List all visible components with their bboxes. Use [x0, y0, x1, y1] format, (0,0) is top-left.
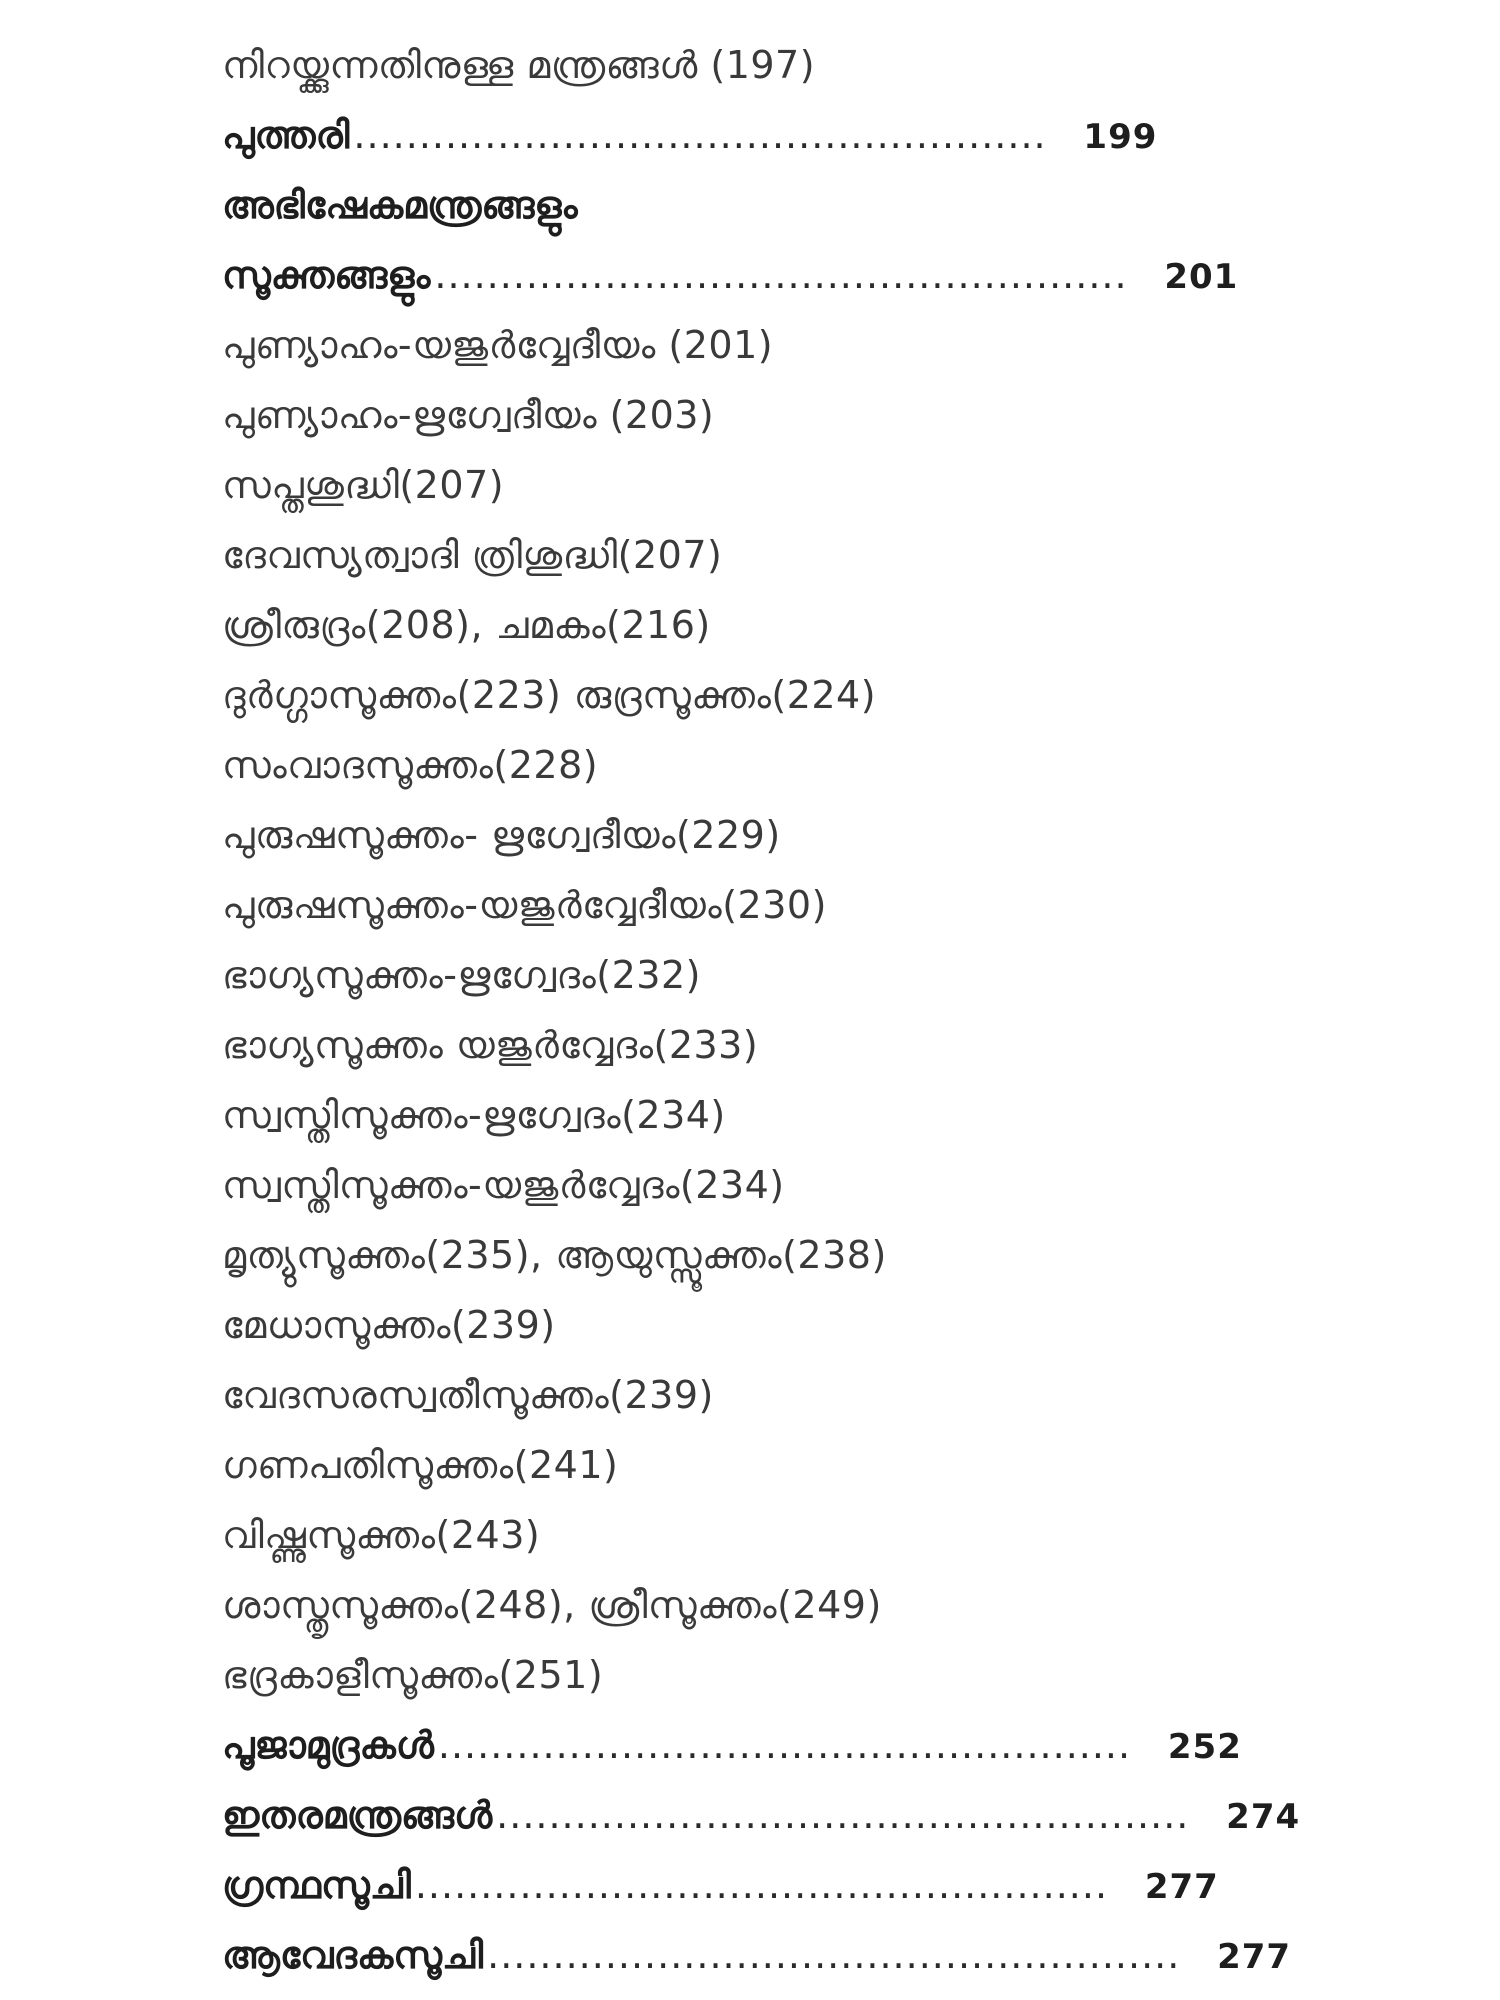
toc-page-number: 277 — [1217, 1937, 1292, 1977]
toc-chapter-entry — [222, 1850, 1332, 1920]
toc-subentry — [222, 730, 1332, 800]
dot-leader — [353, 100, 1043, 170]
toc-entry-title: മൃത്യുസൂക്തം(235), ആയുസ്സൂക്തം(238) — [222, 1233, 887, 1277]
toc-page-number: 252 — [1167, 1727, 1242, 1767]
toc-entry-title: സ്വസ്തിസൂക്തം-യജുർവ്വേദം(234) — [222, 1163, 785, 1207]
toc-subentry — [222, 450, 1332, 520]
toc-subentry — [222, 940, 1332, 1010]
toc-entry-title: സംവാദസൂക്തം(228) — [222, 743, 599, 787]
toc-subentry — [222, 1150, 1332, 1220]
toc-entry-title: ഭാഗ്യസൂക്തം-ഋഗ്വേദം(232) — [222, 953, 701, 997]
toc-entry-title: സൂക്തങ്ങളും — [222, 253, 431, 297]
toc-entry-title: സ്വസ്തിസൂക്തം-ഋഗ്വേദം(234) — [222, 1093, 726, 1137]
toc-subentry — [222, 1360, 1332, 1430]
toc-chapter-entry — [222, 100, 1332, 170]
toc-subentry — [222, 30, 1332, 100]
toc-chapter-entry — [222, 1780, 1332, 1850]
dot-leader — [496, 1780, 1186, 1850]
toc-subentry — [222, 380, 1332, 450]
toc-entry-title: ശാസ്തൃസൂക്തം(248), ശ്രീസൂക്തം(249) — [222, 1583, 882, 1627]
toc-subentry — [222, 870, 1332, 940]
toc-entry-title: ഭാഗ്യസൂക്തം യജുർവ്വേദം(233) — [222, 1023, 759, 1067]
toc-subentry — [222, 590, 1332, 660]
toc-entry-title: പുരുഷസൂക്തം- ഋഗ്വേദീയം(229) — [222, 813, 781, 857]
dot-leader — [415, 1850, 1105, 1920]
toc-subentry — [222, 1080, 1332, 1150]
toc-entry-title: ഇതരമന്ത്രങ്ങൾ — [222, 1793, 493, 1837]
toc-entry-title: അഭിഷേകമന്ത്രങ്ങളും — [222, 183, 578, 227]
toc-subentry — [222, 520, 1332, 590]
toc-entry-title: വേദസരസ്വതീസൂക്തം(239) — [222, 1373, 714, 1417]
toc-entry-title: പുരുഷസൂക്തം-യജുർവ്വേദീയം(230) — [222, 883, 827, 927]
toc-chapter-entry — [222, 170, 1332, 240]
toc-chapter-entry — [222, 240, 1332, 310]
toc-entry-title: ദുർഗ്ഗാസൂക്തം(223) രുദ്രസൂക്തം(224) — [222, 673, 877, 717]
dot-leader — [487, 1920, 1177, 1990]
dot-leader — [438, 1710, 1128, 1780]
toc-entry-title: പുണ്യാഹം-യജുർവ്വേദീയം (201) — [222, 323, 774, 367]
toc-entry-title: പുത്തരി — [222, 113, 350, 157]
toc-subentry — [222, 1640, 1332, 1710]
toc-subentry — [222, 1010, 1332, 1080]
toc-chapter-entry — [222, 1710, 1332, 1780]
toc-subentry — [222, 660, 1332, 730]
toc-subentry — [222, 310, 1332, 380]
toc-subentry — [222, 1430, 1332, 1500]
toc-subentry — [222, 1570, 1332, 1640]
toc-entry-title: പൂജാമുദ്രകൾ — [222, 1723, 434, 1767]
toc-entry-title: നിറയ്ക്കുന്നതിനുള്ള മന്ത്രങ്ങൾ (197) — [222, 43, 816, 87]
toc-page-number: 199 — [1083, 117, 1158, 157]
toc-entry-title: മേധാസൂക്തം(239) — [222, 1303, 556, 1347]
toc-entry-title: സപ്തശുദ്ധി(207) — [222, 463, 505, 507]
toc-entry-title: ശ്രീരുദ്രം(208), ചമകം(216) — [222, 603, 711, 647]
toc-entry-title: ഗണപതിസൂക്തം(241) — [222, 1443, 619, 1487]
toc-entry-title: ഗ്രന്ഥസൂചി — [222, 1863, 411, 1907]
toc-subentry — [222, 800, 1332, 870]
toc-entry-title: പുണ്യാഹം-ഋഗ്വേദീയം (203) — [222, 393, 715, 437]
toc-page-number: 277 — [1144, 1867, 1219, 1907]
toc-subentry — [222, 1500, 1332, 1570]
toc-chapter-entry — [222, 1920, 1332, 1990]
toc-entry-title: വിഷ്ണുസൂക്തം(243) — [222, 1513, 541, 1557]
toc-entry-title: ദേവസ്യത്വാദി ത്രിശുദ്ധി(207) — [222, 533, 723, 577]
toc-subentry — [222, 1220, 1332, 1290]
toc-subentry — [222, 1290, 1332, 1360]
toc-entry-title: ആവേദകസൂചി — [222, 1933, 484, 1977]
table-of-contents — [222, 30, 1332, 1990]
toc-page-number: 274 — [1226, 1797, 1301, 1837]
toc-entry-title: ഭദ്രകാളീസൂക്തം(251) — [222, 1653, 604, 1697]
dot-leader — [434, 240, 1124, 310]
toc-page-number: 201 — [1164, 257, 1239, 297]
